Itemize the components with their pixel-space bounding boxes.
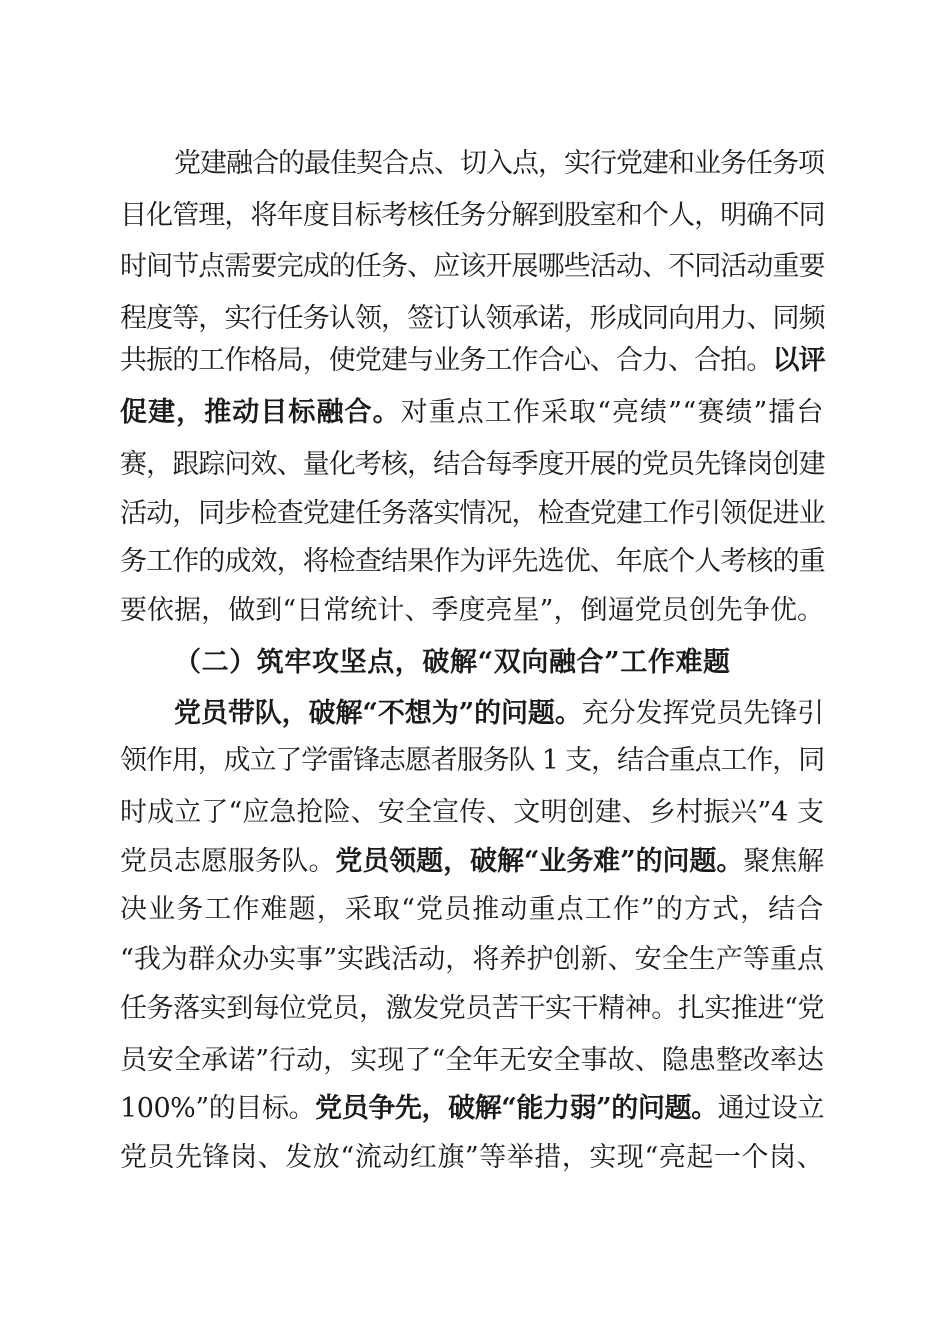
text-line bbox=[120, 741, 824, 781]
text-line bbox=[174, 144, 824, 184]
text-run: 党员先锋岗、发放“流动红旗”等举措，实现“亮起一个岗、 bbox=[120, 1142, 824, 1173]
text-run: 共振的工作格局，使党建与业务工作合心、合力、合拍。 bbox=[120, 345, 773, 376]
bold-run: 党员争先，破解“能力弱”的问题。 bbox=[315, 1093, 718, 1124]
text-run: 100%”的目标。 bbox=[120, 1093, 316, 1124]
text-line bbox=[120, 1089, 824, 1129]
text-run: 党建融合的最佳契合点、切入点，实行党建和业务任务项 bbox=[174, 148, 824, 179]
bold-run: 党员领题，破解“业务难”的问题。 bbox=[335, 846, 744, 877]
bold-run: 以评 bbox=[772, 345, 825, 376]
text-run: 时成立了“应急抢险、安全宣传、文明创建、乡村振兴”4 支 bbox=[120, 797, 824, 828]
text-run: 务工作的成效，将检查结果作为评先选优、年底个人考核的重 bbox=[120, 546, 825, 577]
text-run: 通过设立 bbox=[717, 1093, 824, 1124]
text-run: 聚焦解 bbox=[743, 846, 824, 877]
text-line bbox=[120, 341, 824, 381]
text-run: 领作用，成立了学雷锋志愿者服务队 1 支，结合重点工作，同 bbox=[120, 745, 824, 776]
text-line bbox=[120, 299, 824, 339]
section-heading bbox=[174, 643, 731, 683]
heading-text: （二）筑牢攻坚点，破解“双向融合”工作难题 bbox=[174, 647, 731, 678]
text-run: 员安全承诺”行动，实现了“全年无安全事故、隐患整改率达 bbox=[120, 1045, 824, 1076]
text-line bbox=[120, 890, 824, 930]
text-line bbox=[120, 542, 824, 582]
text-line bbox=[120, 793, 824, 833]
text-run: 任务落实到每位党员，激发党员苦干实干精神。扎实推进“党 bbox=[120, 993, 824, 1024]
text-line bbox=[120, 989, 824, 1029]
text-run: 活动，同步检查党建任务落实情况，检查党建工作引领促进业 bbox=[120, 498, 825, 529]
text-line bbox=[120, 196, 824, 236]
text-run: 决业务工作难题，采取“党员推动重点工作”的方式，结合 bbox=[120, 894, 824, 925]
text-run: 目化管理，将年度目标考核任务分解到股室和个人，明确不同 bbox=[120, 200, 825, 231]
text-run: 要依据，做到“日常统计、季度亮星”，倒逼党员创先争优。 bbox=[120, 595, 824, 626]
text-line bbox=[120, 247, 824, 287]
text-run: 对重点工作采取“亮绩”“赛绩”擂台 bbox=[400, 397, 824, 428]
text-line bbox=[120, 1138, 824, 1178]
text-line bbox=[120, 1041, 824, 1081]
text-line bbox=[120, 940, 824, 980]
bold-run: 促建，推动目标融合。 bbox=[120, 397, 401, 428]
bold-run: 党员带队，破解“不想为”的问题。 bbox=[174, 698, 582, 729]
text-line bbox=[120, 842, 824, 882]
text-line bbox=[120, 393, 824, 433]
text-line bbox=[174, 694, 824, 734]
text-run: 充分发挥党员先锋引 bbox=[581, 698, 824, 729]
text-line bbox=[120, 494, 824, 534]
text-line bbox=[120, 591, 824, 631]
text-run: 赛，跟踪问效、量化考核，结合每季度开展的党员先锋岗创建 bbox=[120, 449, 825, 480]
text-run: “我为群众办实事”实践活动，将养护创新、安全生产等重点 bbox=[120, 944, 824, 975]
text-line bbox=[120, 445, 824, 485]
text-run: 党员志愿服务队。 bbox=[120, 846, 336, 877]
text-run: 程度等，实行任务认领，签订认领承诺，形成同向用力、同频 bbox=[120, 303, 825, 334]
text-run: 时间节点需要完成的任务、应该开展哪些活动、不同活动重要 bbox=[120, 251, 825, 282]
